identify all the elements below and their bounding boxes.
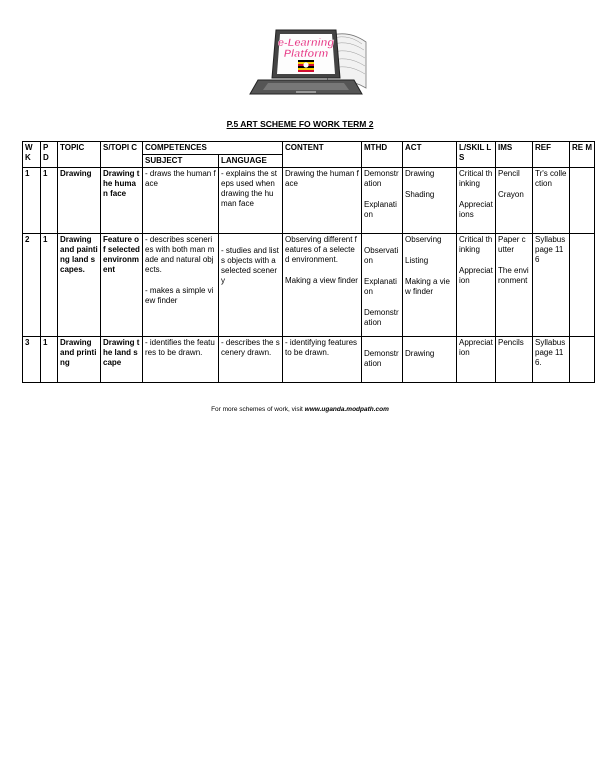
cell-wk: 3 [23, 337, 41, 383]
table-row [23, 168, 595, 234]
cell-pd: 1 [41, 234, 58, 337]
cell-lskills: Critical thinking Appreciations [457, 168, 496, 234]
header-rem: RE M [570, 142, 595, 168]
logo-text-line1: e-Learning [277, 37, 335, 49]
cell-rem [570, 337, 595, 383]
cell-subtopic: Drawing the land scape [101, 337, 143, 383]
cell-content: Observing different features of a selected environment. Making a view finder [283, 234, 362, 337]
cell-activity: Drawing Shading [403, 168, 457, 234]
header-ims: IMS [496, 142, 533, 168]
cell-content: Drawing the human face [283, 168, 362, 234]
cell-language: - explains the steps used when drawing the human face [219, 168, 283, 234]
cell-topic: Drawing and painting land scapes. [58, 234, 101, 337]
header-activity: ACT [403, 142, 457, 168]
cell-activity: Observing Listing Making a view finder [403, 234, 457, 337]
header-competences: COMPETENCES [143, 142, 283, 155]
header-subject: SUBJECT [143, 155, 219, 168]
footer-text: For more schemes of work, visit [211, 406, 305, 413]
cell-topic: Drawing [58, 168, 101, 234]
cell-method: Demonstration [362, 337, 403, 383]
cell-language: - describes the scenery drawn. [219, 337, 283, 383]
cell-subject: - draws the human face [143, 168, 219, 234]
table-header-row [23, 142, 595, 155]
cell-wk: 2 [23, 234, 41, 337]
header-subtopic: S/TOPI C [101, 142, 143, 168]
logo-text-line2: Platform [283, 48, 329, 60]
cell-ims: Pencil Crayon [496, 168, 533, 234]
page-title: P.5 ART SCHEME FO WORK TERM 2 [226, 119, 374, 129]
header-pd: P D [41, 142, 58, 168]
header-ref: REF [533, 142, 570, 168]
cell-subtopic: Feature of selected environment [101, 234, 143, 337]
cell-method: Demonstration Explanation [362, 168, 403, 234]
header-wk: W K [23, 142, 41, 168]
table-row [23, 337, 595, 383]
scheme-of-work-table [22, 141, 595, 383]
cell-subtopic: Drawing the human face [101, 168, 143, 234]
cell-subject: - describes sceneries with both man made and natural objects. - makes a simple view finder [143, 234, 219, 337]
cell-method: Observation Explanation Demonstration [362, 234, 403, 337]
cell-wk: 1 [23, 168, 41, 234]
cell-rem [570, 168, 595, 234]
footer-link[interactable]: www.uganda.modpath.com [304, 406, 389, 413]
header-lskills: L/SKIL LS [457, 142, 496, 168]
cell-lskills: Appreciation [457, 337, 496, 383]
elearning-platform-logo [228, 26, 374, 104]
cell-subject: - identifies the features to be drawn. [143, 337, 219, 383]
cell-topic: Drawing and printing [58, 337, 101, 383]
header-content: CONTENT [283, 142, 362, 168]
cell-lskills: Critical thinking Appreciation [457, 234, 496, 337]
header-method: MTHD [362, 142, 403, 168]
table-row [23, 234, 595, 337]
footer [0, 406, 600, 413]
cell-rem [570, 234, 595, 337]
cell-pd: 1 [41, 168, 58, 234]
cell-language: - studies and lists objects with a selected scenery [219, 234, 283, 337]
cell-ref: Tr's collection [533, 168, 570, 234]
cell-ims: Paper cutter The environment [496, 234, 533, 337]
cell-pd: 1 [41, 337, 58, 383]
cell-ims: Pencils [496, 337, 533, 383]
cell-ref: Syllabus page 116. [533, 337, 570, 383]
cell-content: - identifying features to be drawn. [283, 337, 362, 383]
cell-activity: Drawing [403, 337, 457, 383]
header-topic: TOPIC [58, 142, 101, 168]
laptop-book-icon [228, 26, 374, 104]
cell-ref: Syllabus page 116 [533, 234, 570, 337]
header-language: LANGUAGE [219, 155, 283, 168]
